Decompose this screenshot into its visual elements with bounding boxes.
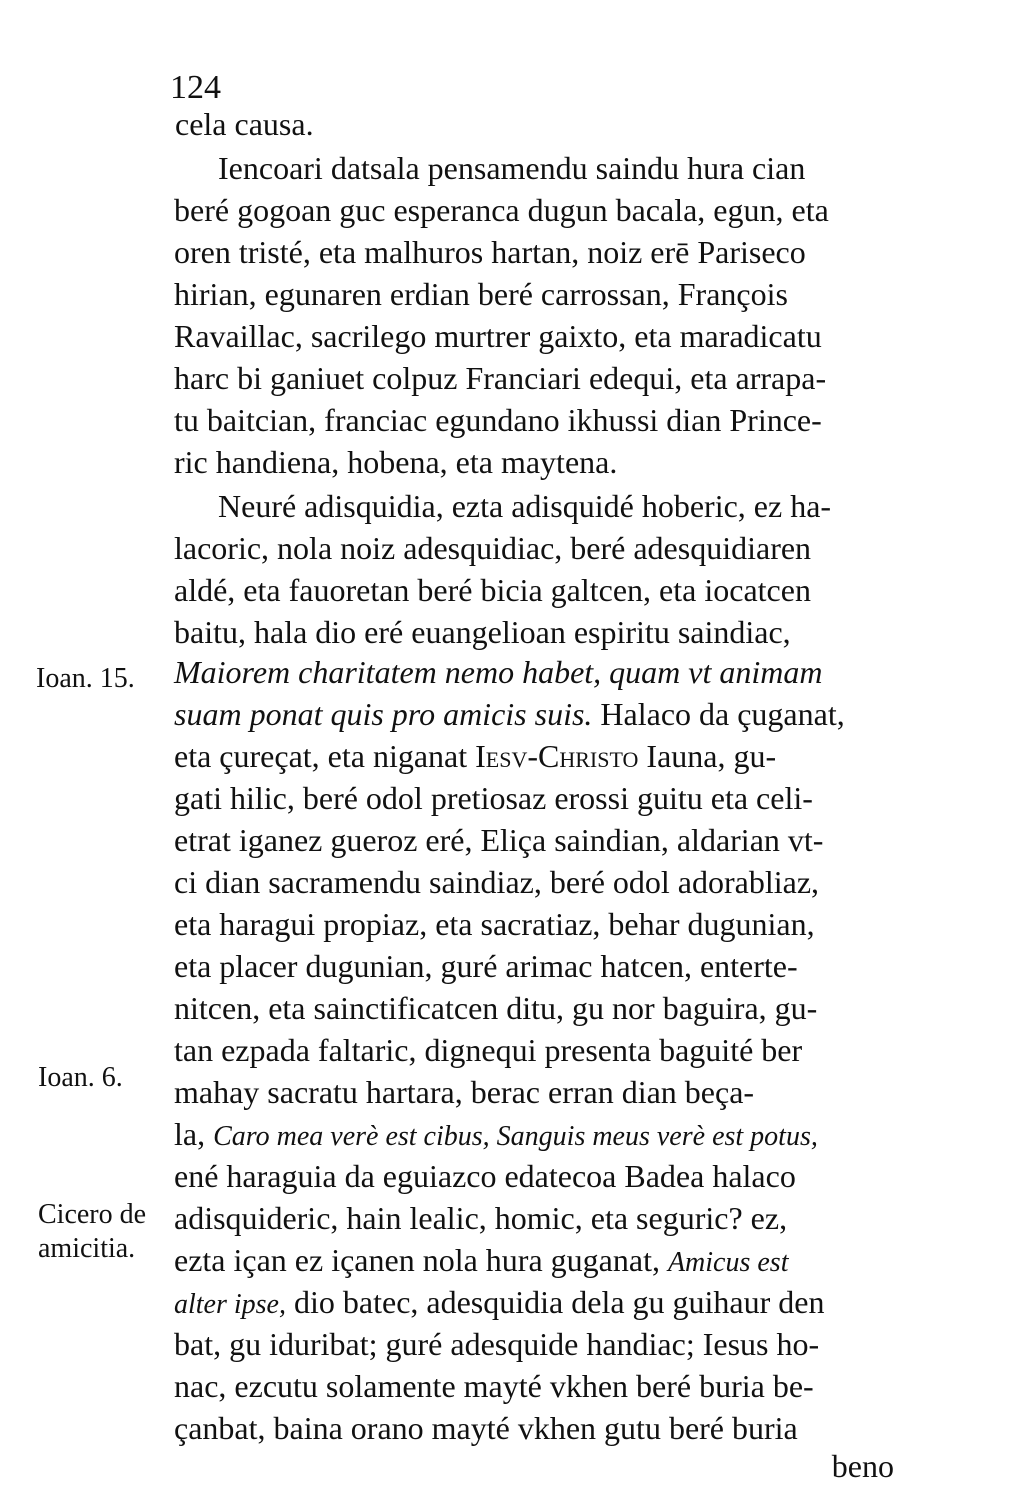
text-line: bat, gu iduribat; guré adesquide handiac; Iesus ho- — [174, 1326, 820, 1362]
margin-note-cicero: Cicero de — [38, 1199, 147, 1230]
page-number: 124 — [170, 69, 221, 106]
text-line: hirian, egunaren erdian beré carrossan, François — [174, 276, 788, 312]
latin-quote-segment: alter ipse, — [174, 1289, 286, 1320]
text-line: Iencoari datsala pensamendu saindu hura cian — [218, 150, 806, 186]
text-line — [174, 1280, 824, 1324]
text-line: aldé, eta fauoretan beré bicia galtcen, eta iocatcen — [174, 572, 811, 608]
text-line: ci dian sacramendu saindiaz, beré odol adorabliaz, — [174, 864, 820, 900]
text-line: baitu, hala dio eré euangelioan espiritu saindiac, — [174, 614, 791, 650]
text-segment: eta çureçat, eta niganat — [174, 738, 468, 774]
latin-quote-line: suam ponat quis pro amicis suis. — [174, 696, 593, 732]
text-line — [174, 1238, 788, 1282]
text-line: çanbat, baina orano mayté vkhen gutu beré buria — [174, 1410, 798, 1446]
text-line: nitcen, eta sainctificatcen ditu, gu nor baguira, gu- — [174, 990, 818, 1026]
catchword: beno — [831, 1448, 894, 1484]
text-line: eta placer dugunian, guré arimac hatcen, enterte- — [174, 948, 798, 984]
text-segment: Iauna, gu- — [646, 738, 777, 774]
text-line: gati hilic, beré odol pretiosaz erossi guitu eta celi- — [174, 780, 813, 816]
latin-quote-segment: Amicus est — [667, 1247, 789, 1278]
text-line: lacoric, nola noiz adesquidiac, beré adesquidiaren — [174, 530, 812, 566]
text-line: etrat iganez gueroz eré, Eliça saindian, aldarian vt- — [174, 822, 824, 858]
text-line: nac, ezcutu solamente mayté vkhen beré buria be- — [174, 1368, 814, 1404]
margin-note-ioan-6: Ioan. 6. — [38, 1062, 123, 1093]
text-line: oren tristé, eta malhuros hartan, noiz erē Pariseco — [174, 234, 806, 270]
text-line: harc bi ganiuet colpuz Franciari edequi, eta arrapa- — [174, 360, 827, 396]
margin-note-ioan-15: Ioan. 15. — [36, 663, 135, 694]
text-line: Neuré adisquidia, ezta adisquidé hoberic, ez ha- — [218, 488, 832, 524]
text-line: tan ezpada faltaric, dignequi presenta baguité ber — [174, 1032, 803, 1068]
text-line: ené haraguia da eguiazco edatecoa Badea halaco — [174, 1158, 796, 1194]
run-in-heading: cela causa. — [175, 106, 314, 142]
text-line: ric handiena, hobena, eta maytena. — [174, 444, 618, 480]
text-line: beré gogoan guc esperanca dugun bacala, egun, eta — [174, 192, 829, 228]
text-line — [174, 734, 776, 778]
latin-quote-line: Maiorem charitatem nemo habet, quam vt animam — [174, 654, 823, 690]
text-segment: dio batec, adesquidia dela gu guihaur den — [294, 1284, 825, 1320]
name-small-caps: Iesv-Christo — [475, 738, 639, 774]
text-line: eta haragui propiaz, eta sacratiaz, behar dugunian, — [174, 906, 815, 942]
margin-note-amicitia: amicitia. — [38, 1233, 136, 1264]
text-segment: Halaco da çuganat, — [600, 696, 845, 732]
text-line: Ravaillac, sacrilego murtrer gaixto, eta maradicatu — [174, 318, 822, 354]
text-line — [174, 1112, 818, 1156]
latin-quote-line: Caro mea verè est cibus, Sanguis meus verè est potus, — [213, 1121, 818, 1152]
text-line — [174, 692, 845, 736]
text-segment: la, — [174, 1116, 206, 1152]
text-line: mahay sacratu hartara, berac erran dian beça- — [174, 1074, 755, 1110]
body-text — [174, 146, 904, 1446]
text-line: tu baitcian, franciac egundano ikhussi dian Prince- — [174, 402, 822, 438]
text-line: adisquideric, hain lealic, homic, eta seguric? ez, — [174, 1200, 788, 1236]
text-segment: ezta içan ez içanen nola hura guganat, — [174, 1242, 660, 1278]
